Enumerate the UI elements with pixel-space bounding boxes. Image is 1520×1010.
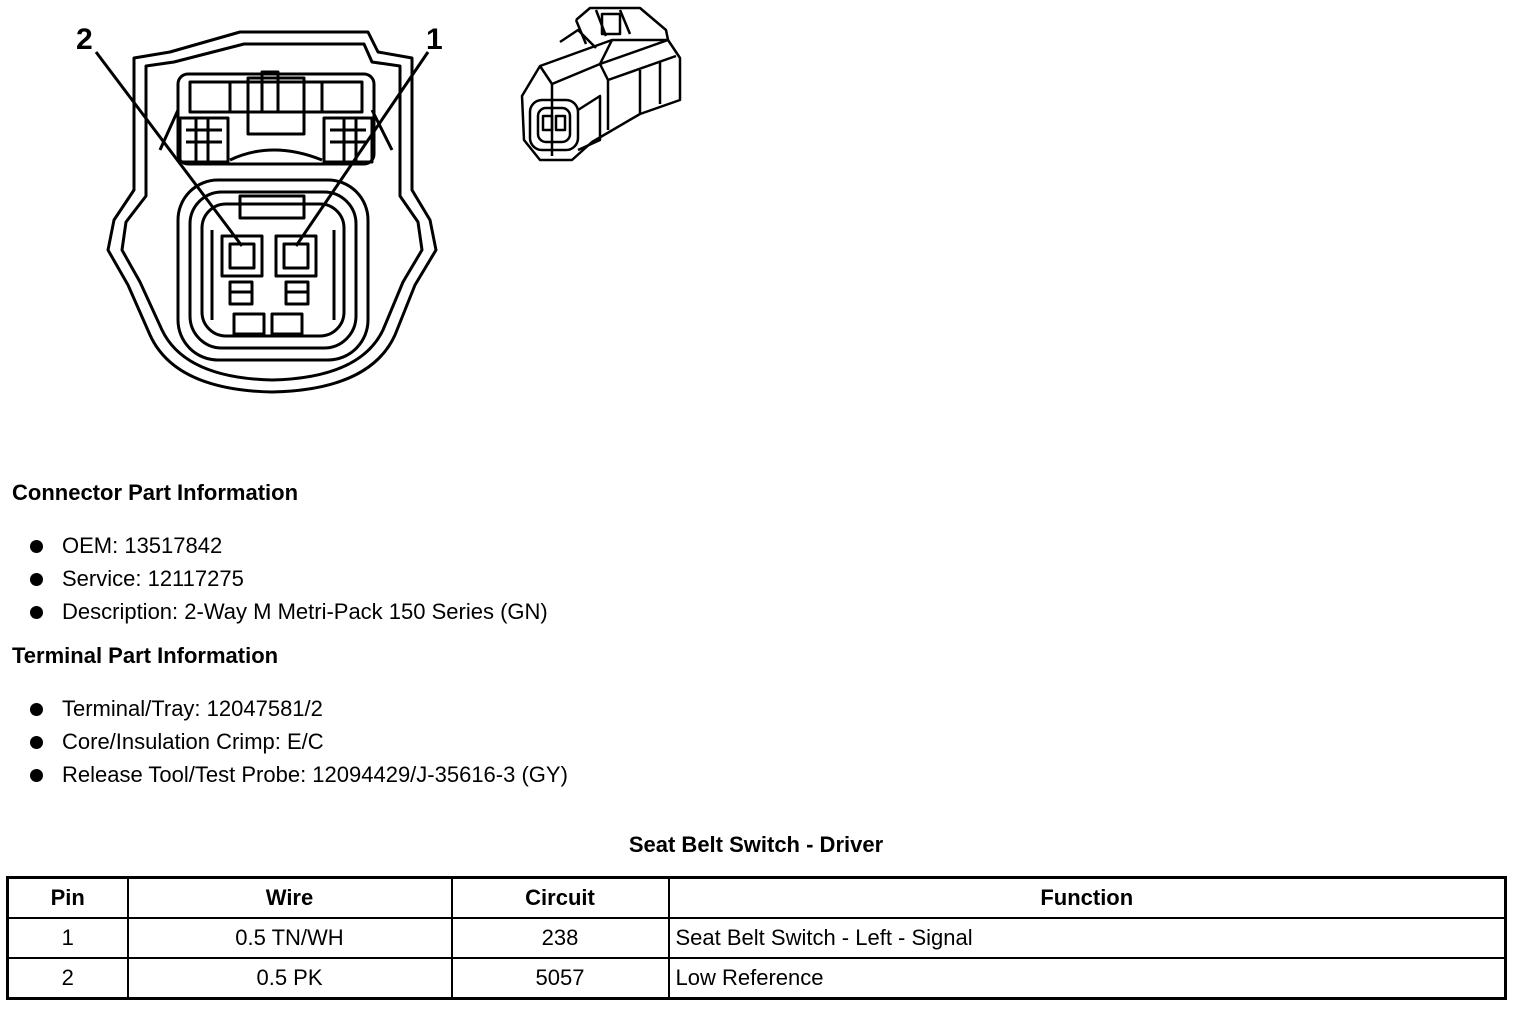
list-item [30,695,568,728]
table-header-row [8,878,1506,919]
wire-cell: 0.5 PK [128,958,452,999]
pin-assignment-table [6,876,1507,1000]
wire-cell: 0.5 TN/WH [128,918,452,958]
function-cell: Low Reference [669,958,1506,999]
list-item [30,565,548,598]
list-item-text: Description: 2-Way M Metri-Pack 150 Series (GN) [62,599,548,624]
list-item-text: OEM: 13517842 [62,533,223,558]
pin-cell: 2 [8,958,128,999]
column-header-wire: Wire [128,878,452,919]
bullet-icon [30,736,43,749]
bullet-icon [30,606,43,619]
table-row [8,958,1506,999]
pin-cell: 1 [8,918,128,958]
connector-face-view [108,32,436,392]
connector-isometric-view [522,8,680,160]
column-header-circuit: Circuit [452,878,669,919]
list-item-text: Terminal/Tray: 12047581/2 [62,696,323,721]
bullet-icon [30,769,43,782]
circuit-cell: 5057 [452,958,669,999]
table-row [8,918,1506,958]
list-item [30,728,568,761]
pin-1-callout-label: 1 [426,23,443,56]
list-item [30,598,548,631]
bullet-icon [30,540,43,553]
circuit-cell: 238 [452,918,669,958]
function-cell: Seat Belt Switch - Left - Signal [669,918,1506,958]
column-header-function: Function [669,878,1506,919]
list-item-text: Core/Insulation Crimp: E/C [62,729,324,754]
bullet-icon [30,703,43,716]
terminal-part-info-heading: Terminal Part Information [12,643,279,668]
connector-diagram [0,0,760,420]
column-header-pin: Pin [8,878,128,919]
table-title: Seat Belt Switch - Driver [628,832,884,857]
terminal-part-info-list [30,695,568,794]
connector-part-info-list [30,532,548,631]
list-item-text: Service: 12117275 [62,566,244,591]
list-item-text: Release Tool/Test Probe: 12094429/J-35616-3 (GY) [62,762,568,787]
list-item [30,761,568,794]
list-item [30,532,548,565]
pin-2-callout-label: 2 [76,23,93,56]
connector-part-info-heading: Connector Part Information [12,480,299,505]
bullet-icon [30,573,43,586]
